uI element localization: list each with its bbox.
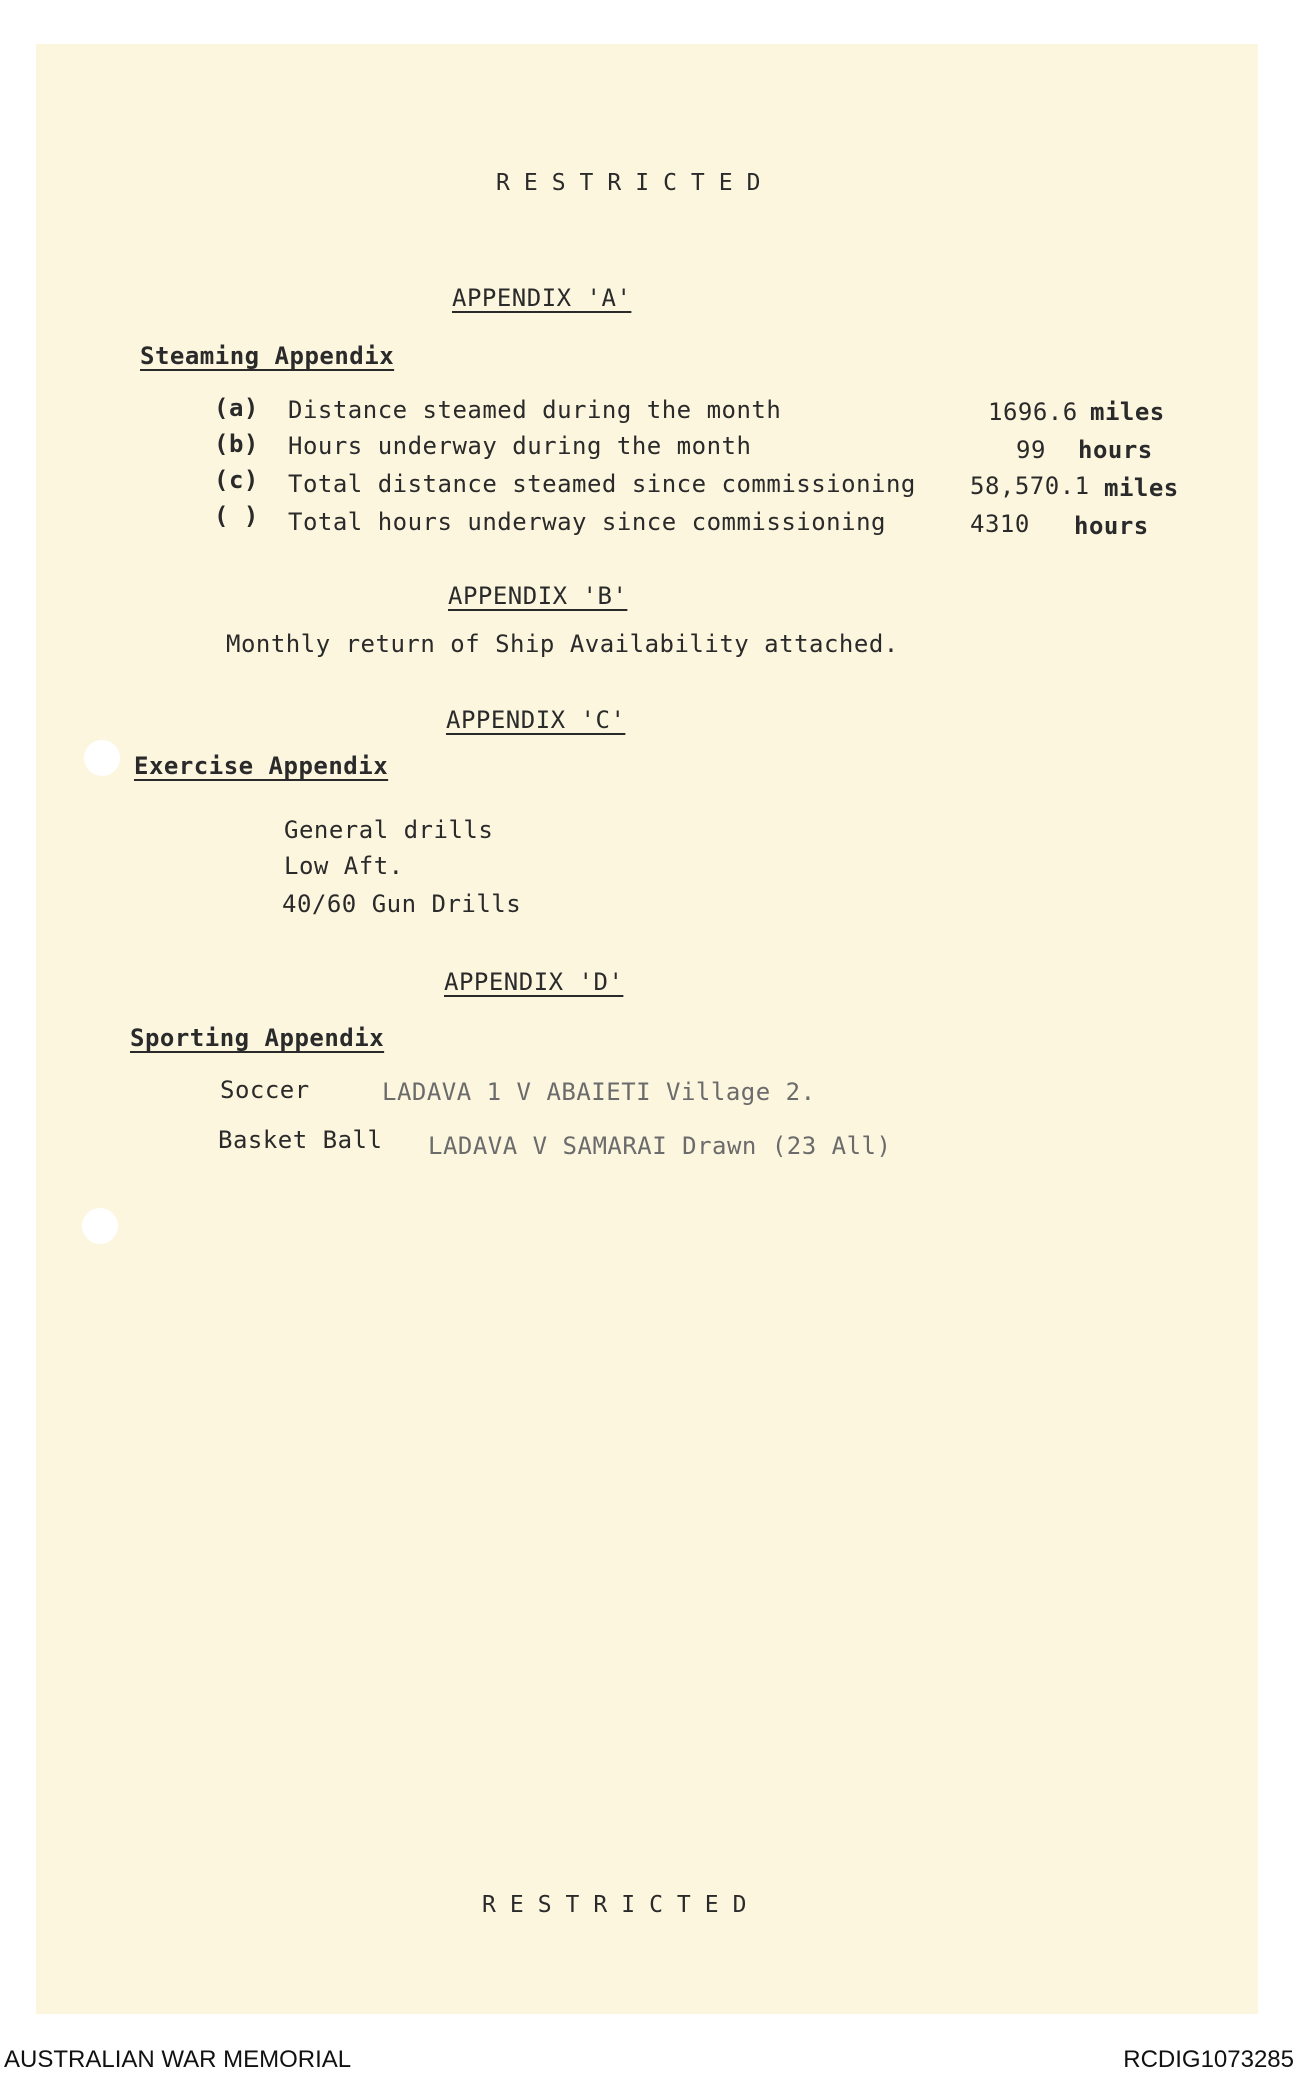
footer-classification: RESTRICTED [482, 1892, 761, 1918]
sport-name: Soccer [220, 1076, 310, 1104]
appendix-b-text: Monthly return of Ship Availability attached. [226, 630, 899, 658]
item-c-label: Total distance steamed since commissioning [288, 470, 916, 498]
item-a-value: 1696.6 [988, 398, 1078, 426]
appendix-d-title: APPENDIX 'D' [444, 968, 624, 996]
item-b-value: 99 [1016, 436, 1046, 464]
sport-result: LADAVA V SAMARAI Drawn (23 All) [428, 1132, 892, 1160]
punch-hole-bottom [82, 1208, 118, 1244]
item-c-unit: miles [1104, 474, 1179, 502]
item-c-value: 58,570.1 [970, 472, 1090, 500]
appendix-a-title: APPENDIX 'A' [452, 284, 632, 312]
item-d-label: Total hours underway since commissioning [288, 508, 886, 536]
archive-reference: RCDIG1073285 [1123, 2046, 1294, 2073]
sporting-appendix-heading: Sporting Appendix [130, 1024, 385, 1052]
exercise-appendix-heading: Exercise Appendix [134, 752, 389, 780]
item-b-label: Hours underway during the month [288, 432, 752, 460]
archive-institution: AUSTRALIAN WAR MEMORIAL [4, 2046, 352, 2073]
item-b-unit: hours [1078, 436, 1153, 464]
header-classification: RESTRICTED [496, 170, 775, 196]
sport-result: LADAVA 1 V ABAIETI Village 2. [382, 1078, 816, 1106]
exercise-item: General drills [284, 816, 494, 844]
exercise-item: Low Aft. [284, 852, 404, 880]
item-a-label: Distance steamed during the month [288, 396, 782, 424]
exercise-item: 40/60 Gun Drills [282, 890, 522, 918]
item-d-unit: hours [1074, 512, 1149, 540]
appendix-c-title: APPENDIX 'C' [446, 706, 626, 734]
item-b-letter: (b) [214, 430, 259, 458]
item-a-unit: miles [1090, 398, 1165, 426]
item-a-letter: (a) [214, 394, 259, 422]
punch-hole-top [84, 740, 120, 776]
item-d-letter: ( ) [214, 502, 259, 530]
appendix-b-title: APPENDIX 'B' [448, 582, 628, 610]
item-c-letter: (c) [214, 466, 259, 494]
item-d-value: 4310 [970, 510, 1030, 538]
steaming-appendix-heading: Steaming Appendix [140, 342, 395, 370]
sport-name: Basket Ball [218, 1126, 383, 1154]
